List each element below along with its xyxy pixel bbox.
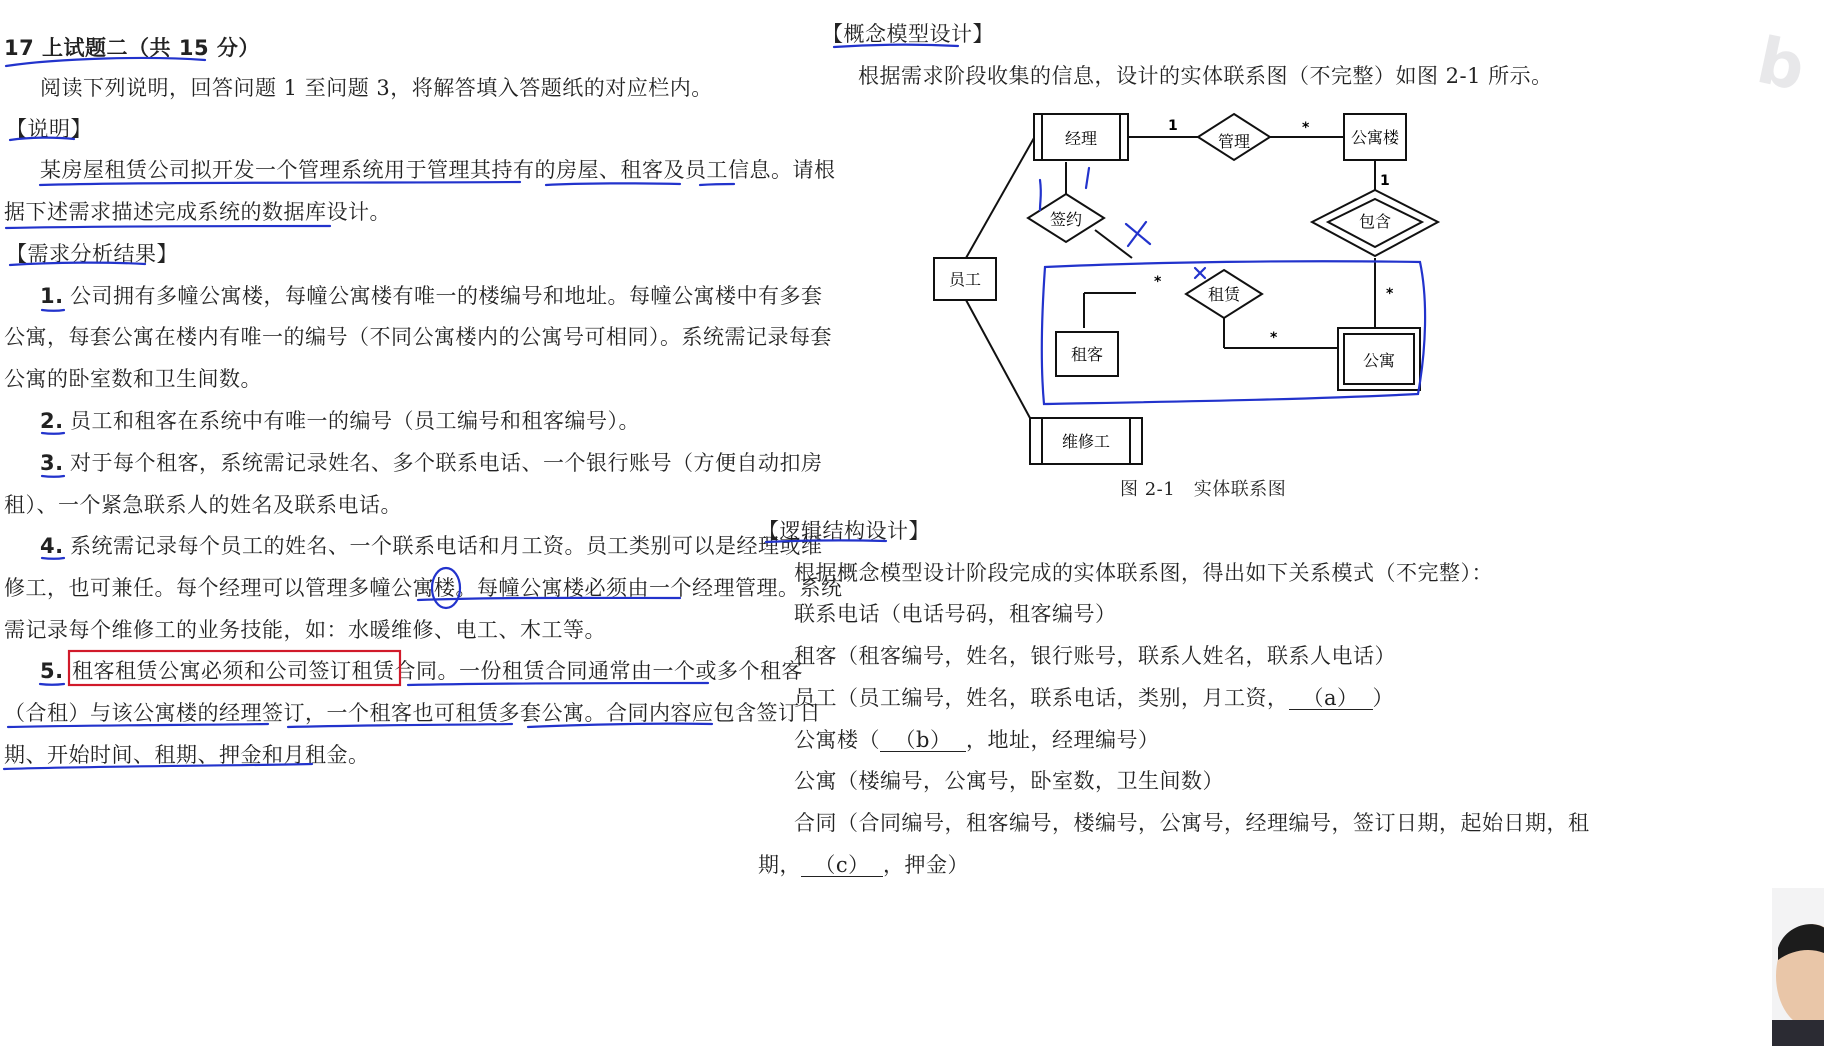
req-5-line-1: 租客租赁公寓必须和公司签订租赁合同。一份租赁合同通常由一个或多个租客 xyxy=(72,659,803,683)
req-1-line-3: 公寓的卧室数和卫生间数。 xyxy=(4,367,262,391)
req-1-line-2: 公寓，每套公寓在楼内有唯一的编号（不同公寓楼内的公寓号可相同）。系统需记录每套 xyxy=(4,325,832,349)
card-contain-1: 1 xyxy=(1380,173,1390,189)
ink-red-box-req5 xyxy=(69,651,400,685)
ink-mark-5 xyxy=(40,684,64,685)
blank-c[interactable]: （c） xyxy=(801,855,883,877)
req-5-line-2: （合租）与该公寓楼的经理签订，一个租客也可租赁多套公寓。合同内容应包含签订日 xyxy=(4,701,821,725)
ink-mark-1 xyxy=(42,310,64,311)
relation-contract-line-1: 合同（合同编号，租客编号，楼编号，公寓号，经理编号，签订日期，起始日期，租 xyxy=(794,811,1590,835)
card-building-star: * xyxy=(1302,120,1310,136)
card-contain-star: * xyxy=(1386,286,1394,302)
concept-heading: 【概念模型设计】 xyxy=(822,22,994,46)
card-manager-1: 1 xyxy=(1168,118,1178,134)
ink-underline-explain-1c xyxy=(700,184,734,185)
ink-underline-concept xyxy=(834,45,958,47)
ink-mark-4 xyxy=(42,558,64,559)
card-apartment-star: * xyxy=(1270,330,1278,346)
relation-employee: 员工（员工编号，姓名，联系电话，类别，月工资， （a） ） xyxy=(794,686,1394,710)
card-tenant-star: * xyxy=(1154,274,1162,290)
label-apartment: 公寓 xyxy=(1362,351,1396,370)
label-lease: 租赁 xyxy=(1207,285,1241,304)
ink-underline-req5-2a xyxy=(8,724,268,727)
ink-cross-small xyxy=(1195,268,1205,278)
webcam-overlay xyxy=(1772,888,1824,1046)
requirements-heading: 【需求分析结果】 xyxy=(6,242,178,266)
ink-underline-req5-2b xyxy=(288,724,512,727)
req-1-line-1: 公司拥有多幢公寓楼，每幢公寓楼有唯一的楼编号和地址。每幢公寓楼中有多套 xyxy=(70,284,823,308)
req-3-line-2: 租）、一个紧急联系人的姓名及联系电话。 xyxy=(4,493,402,517)
ink-mark-2 xyxy=(42,433,64,434)
label-contain: 包含 xyxy=(1358,212,1392,231)
req-5-number: 5. xyxy=(40,659,64,683)
relation-building: 公寓楼（ （b） ，地址，经理编号） xyxy=(794,728,1160,752)
ink-underline-req xyxy=(10,263,145,265)
ink-underline-req5-1 xyxy=(408,683,708,685)
explain-line-1: 某房屋租赁公司拟开发一个管理系统用于管理其持有的房屋、租客及员工信息。请根 xyxy=(40,158,836,182)
logic-heading: 【逻辑结构设计】 xyxy=(758,519,930,543)
watermark-logo: b xyxy=(1750,24,1812,106)
ink-box-lease-group xyxy=(1042,261,1425,404)
relation-contract-line-2: 期， （c） ，押金） xyxy=(758,853,969,877)
req-2-line-1: 员工和租客在系统中有唯一的编号（员工编号和租客编号）。 xyxy=(70,409,640,433)
req-1-number: 1. xyxy=(40,284,64,308)
req-4-line-2: 修工，也可兼任。每个经理可以管理多幢公寓楼。每幢公寓楼必须由一个经理管理。系统 xyxy=(4,576,843,600)
relation-apartment: 公寓（楼编号，公寓号，卧室数，卫生间数） xyxy=(794,769,1224,793)
relation-phone: 联系电话（电话号码，租客编号） xyxy=(794,602,1117,626)
figure-caption: 图 2-1 实体联系图 xyxy=(1120,479,1287,500)
req-2-number: 2. xyxy=(40,409,64,433)
ink-underline-explain-2 xyxy=(6,226,330,228)
ink-circle-req4 xyxy=(432,568,460,608)
explain-line-2: 据下述需求描述完成系统的数据库设计。 xyxy=(4,200,391,224)
req-4-number: 4. xyxy=(40,534,64,558)
logic-intro: 根据概念模型设计阶段完成的实体联系图，得出如下关系模式（不完整）： xyxy=(794,561,1493,585)
ink-tick-sign xyxy=(1086,168,1089,188)
req-4-line-1: 系统需记录每个员工的姓名、一个联系电话和月工资。员工类别可以是经理或维 xyxy=(70,534,823,558)
ink-underline-explain-1b xyxy=(546,183,680,185)
concept-text: 根据需求阶段收集的信息，设计的实体联系图（不完整）如图 2-1 所示。 xyxy=(858,64,1553,88)
ink-tick-manager xyxy=(1040,180,1041,210)
ink-cross xyxy=(1126,222,1150,246)
label-repairer: 维修工 xyxy=(1061,432,1111,451)
ink-underline-req5-3 xyxy=(4,764,312,769)
blank-b[interactable]: （b） xyxy=(880,730,966,752)
intro-text: 阅读下列说明，回答问题 1 至问题 3，将解答填入答题纸的对应栏内。 xyxy=(40,76,713,100)
req-4-line-3: 需记录每个维修工的业务技能，如：水暖维修、电工、木工等。 xyxy=(4,618,606,642)
ink-underline-title xyxy=(6,58,205,66)
explain-heading: 【说明】 xyxy=(6,117,92,141)
label-manage: 管理 xyxy=(1217,132,1251,151)
blank-a[interactable]: （a） xyxy=(1289,688,1373,710)
req-3-line-1: 对于每个租客，系统需记录姓名、多个联系电话、一个银行账号（方便自动扣房 xyxy=(70,451,823,475)
label-employee: 员工 xyxy=(948,270,982,289)
req-5-line-3: 期、开始时间、租期、押金和月租金。 xyxy=(4,743,370,767)
ink-mark-3 xyxy=(42,476,64,477)
question-title: 17 上试题二（共 15 分） xyxy=(4,36,260,60)
label-building: 公寓楼 xyxy=(1350,128,1400,147)
label-manager: 经理 xyxy=(1064,129,1098,148)
ink-underline-explain-1a xyxy=(40,182,520,185)
ink-underline-logic xyxy=(766,540,886,542)
label-sign: 签约 xyxy=(1049,210,1083,229)
ink-underline-explain xyxy=(10,138,74,140)
relation-tenant: 租客（租客编号，姓名，银行账号，联系人姓名，联系人电话） xyxy=(794,644,1396,668)
label-tenant: 租客 xyxy=(1070,345,1104,364)
ink-underline-req5-2c xyxy=(528,724,712,727)
req-3-number: 3. xyxy=(40,451,64,475)
